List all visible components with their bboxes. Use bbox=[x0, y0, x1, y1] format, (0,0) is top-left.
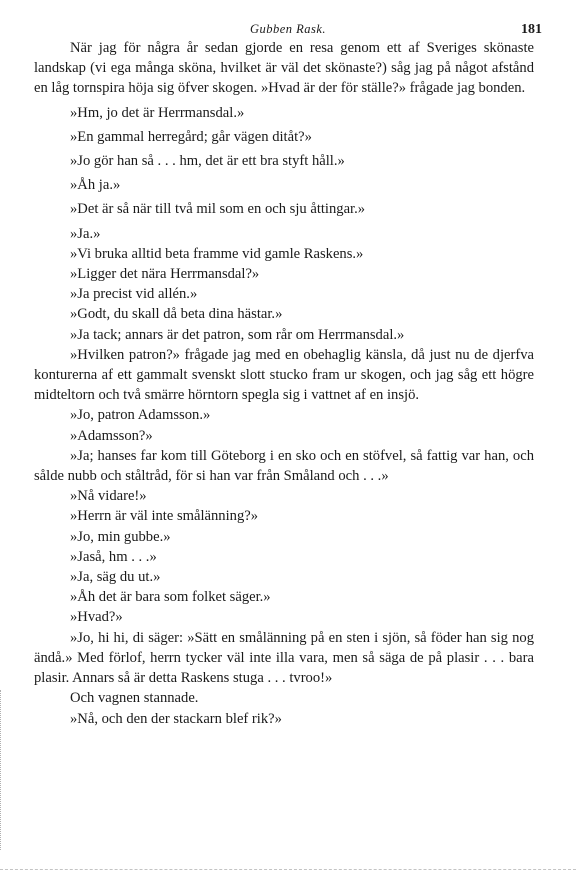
paragraph: Och vagnen stannade. bbox=[70, 690, 199, 707]
paragraph: »Hvad?» bbox=[70, 609, 123, 626]
paragraph: »Nå, och den der stackarn blef rik?» bbox=[70, 710, 282, 727]
paragraph: »Nå vidare!» bbox=[70, 488, 147, 505]
running-title: Gubben Rask. bbox=[249, 22, 327, 36]
paragraph: »Godt, du skall då beta dina hästar.» bbox=[70, 306, 283, 323]
paragraph: »Hm, jo det är Herrmansdal.» bbox=[70, 104, 245, 121]
page-crease bbox=[0, 690, 3, 850]
paragraph: »Adamsson?» bbox=[70, 427, 153, 444]
paragraph: »Åh ja.» bbox=[70, 177, 121, 194]
page-number: 181 bbox=[521, 22, 542, 37]
page-body bbox=[34, 38, 534, 729]
paragraph: »Hvilken patron?» frågade jag med en obehaglig känsla, då just nu de djerfva konturerna af ett gammalt svenskt slott stucko fram ur skogen, och jag såg ett högre midteltorn och två smärre hörntorn spegla sig i vattnet af en insjö. bbox=[34, 346, 534, 404]
paragraph: »Herrn är väl inte smålänning?» bbox=[70, 508, 259, 525]
paragraph: »Ja, säg du ut.» bbox=[70, 569, 161, 586]
paragraph: »Ja tack; annars är det patron, som rår om Herrmansdal.» bbox=[70, 326, 405, 343]
paragraph: »Jo, hi hi, di säger: »Sätt en smålänning på en sten i sjön, så föder han sig nog ändå.» Med förlof, herrn tycker väl inte illa vara, men så säga de på plasir . . . bara plasir. Annars så är detta Raskens stuga . . . tvroo!» bbox=[34, 629, 534, 687]
paragraph: »Jaså, hm . . .» bbox=[70, 548, 157, 565]
paragraph: När jag för några år sedan gjorde en resa genom ett af Sveriges skönaste landskap (vi ega många sköna, hvilket är väl det skönaste?) såg jag på något afstånd en låg tornspira höja sig öfver skogen. »Hvad är der för ställe?» frågade jag bonden. bbox=[34, 40, 534, 97]
paragraph: »En gammal herregård; går vägen ditåt?» bbox=[70, 128, 312, 145]
page-bottom-edge bbox=[0, 869, 576, 870]
paragraph: »Ligger det nära Herrmansdal?» bbox=[70, 266, 260, 283]
paragraph: »Åh det är bara som folket säger.» bbox=[70, 589, 271, 606]
paragraph: »Det är så när till två mil som en och sju åttingar.» bbox=[70, 201, 366, 218]
paragraph: »Jo gör han så . . . hm, det är ett bra styft håll.» bbox=[70, 153, 345, 170]
paragraph: »Jo, patron Adamsson.» bbox=[70, 407, 211, 424]
paragraph: »Ja.» bbox=[70, 225, 101, 242]
paragraph: »Vi bruka alltid beta framme vid gamle Raskens.» bbox=[70, 245, 364, 262]
paragraph: »Jo, min gubbe.» bbox=[70, 528, 171, 545]
paragraph: »Ja precist vid allén.» bbox=[70, 286, 198, 303]
paragraph: »Ja; hanses far kom till Göteborg i en sko och en stöfvel, så fattig var han, och sålde nubb och ståltråd, för si han var från Småland och . . .» bbox=[34, 447, 534, 485]
